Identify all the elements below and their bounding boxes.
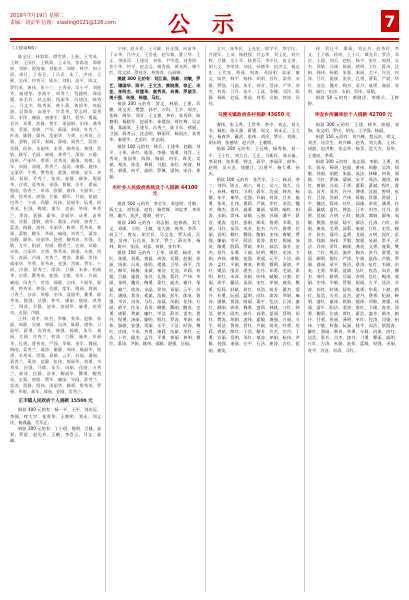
donation-tier-300: 捐款 300 元的有：刘江南、钱新、刘敏，罗艺、谭国华、陈平、王文杰、黄晓燕、徐正、宋佳、张明杰、何建华、高秀英、吴海、罗淑芬、周小强、朱丽、杨建、马红。 (109, 76, 201, 100)
column-3 (205, 46, 300, 592)
donation-tier-300: 捐款 300 元的有：王建、林冬、陈超、刘海、张文明、罗庆、胡光、王学强、杨丽。 (307, 122, 399, 134)
donation-tier-200: 捐款 200 元的有：王远林、杨秀春、刘一平、王小红、刘大兵、王正、马新民、邹永福、李双林、张传勇、钟文、蒋学、李丽萍、胡华、赵明、吴天龙、钱德江、冯建平、杨大勇、孙庆。 (208, 146, 300, 176)
donor-list: 伟、贺仕平、廖燕、刘正杰、赵秀玲、李文、王子敏、孙明、王小兵、谭光兵、罗洁、邓庆、王超、刘兵、赵松、杨平、张红、周海、吴杰、郑敏、冯刚、陈丽、褚明、卫红、蒋涛、沈娟、韩伟、杨敏、朱强、秦丽、尤平、许洁、何涛、吕红、施刚、张英、孔勇、曹莉、严斌、华红、金浩、魏芳、陶杰、姜丹、戚勇、谢丽、邹明、喻红、柏涛、水娟、窦伟、章敏。 (307, 46, 399, 94)
section-heading: 正丰镇人民政府个人捐款 15500 元 (18, 399, 93, 405)
donor-list: 王林、刘芳、陈杰、李娜、张伟、赵敏、孙磊、周静、吴刚、郑丽、冯涛、陈静、褚伟、卫丽华、蒋勇、沈秀英、韩强、杨敏、朱军、秦丽、尤刚、许秀兰、何涛、吕静、施伟、张丽华、孔勇、曹秀英、严强、华敏、金军、魏丽、陶刚、姜秀兰、戚涛、谢静、邹伟、喻丽华、柏勇、水秀英、窦强、章敏、云军、苏丽、潘刚、葛秀兰、奚涛、范静、彭伟、郎丽华、鲁勇、韦秀英、昌强、马敏、苗军、凤丽、花刚、方秀兰、俞涛、任静、袁伟、柳丽华、酆勇、鲍秀英、史强、唐敏、费军、廉丽、岑刚、薛秀兰、雷涛、贺静、倪伟、汤丽华、滕勇、殷秀英、罗强、毕敏、郝军、邬丽、安刚、常秀兰。 (10, 316, 102, 395)
section-heading: 华安乡所属单位个人捐款 42700 元 (314, 112, 393, 118)
header-rule-thick (10, 38, 399, 40)
donation-tier-150: 捐款 150 元的有：刘兴峰、程远东、胡文、刘杰、冯宗生、何兴峰、赵秀、刘大海、王冰、胡波、赵洪彬、张志华、杨青、沈大为、邓华、王建成、李勇。 (307, 134, 399, 158)
donation-tier-200: 捐款 200 元的有：丁小琪、黎明、吕健、高景、罗思、赵光芳、王鹤、李青云、马文、高峰。 (10, 425, 102, 443)
columns-container (10, 46, 399, 592)
donation-tier-100: 捐款 100 元的有：林兵、王建华、赵顺、刘平、王伟、孙红、陈涛、李静、钱勇、刘洋、王秀英、张国华、陈海、杨丽、何军、周美、吴斌、郑洁、孙浩、黄莉、马超、朱红、胡波、林芳、郭强、何平、高明、罗琳、梁伟、宋丹、郑磊。 (109, 143, 201, 179)
donation-tier-200: 捐款 200 元的有：贺文、林菊、王建、武鹏、孙文芳、樊慧、孙宇、万科、王学、周杰、张辉、周华、刘芳、王文强、李芳、张秀珍、陈德明、杨晓军、赵丽华、孙建国、周红梅、吴志强、郑淑英、王建军、冯秀兰、陈卫东、褚丽、卫强、蒋秀云、沈志明、韩丽萍、杨国庆、朱秀华、秦建平、尤美玲、许志刚。 (109, 100, 201, 143)
section-heading: 马渡关镇政府各村捐款 43650 元 (217, 112, 291, 118)
continued-notice: （上接第6版） (10, 46, 40, 51)
donation-tier-100: 捐款 100 元的有：张志强、李娟、王勇、刘军、陈芳、杨明、赵丽、黄伟、周静、吴涛、徐敏、孙强、胡艳、朱磊、高洁、林峰、何英、郭斌、马红、罗刚、梁丽、宋平、郑洁、谢涛、韩红、唐刚、冯英、于勇、董莉、萧斌、程红、曹浩、袁芳、邓杰、许丹、傅勇、沈丽、曾明、彭红、吕涛、苏娟、卢伟、蒋敏、蔡强、贾丽、丁平、魏洁、薛涛、叶红、阎刚、余英、潘勇、杜莉、戴斌、夏红、钟浩、汪芳、田杰、任丹、姜勇、范丽、方明、石红、姚涛、谭娟、廖伟、邹敏、熊强、金丽、陆平、郝洁、孔涛、白红、崔刚、康英、毛勇、邱莉、秦斌、江红、史浩、顾芳、侯杰、邵丹、孟勇、龙丽、万明、段红、雷涛、钱娟、汤伟、尹敏、黎强、易丽、常平、武洁、乔涛、贺红、赖刚、龚英、文勇、庞莉、樊斌、兰红、殷浩、施芳、陶杰、洪丹、翟勇、安丽、颜明、倪红、严涛、牛娟、温伟、芦敏、季强、俞丽、章平、鲁洁、葛涛、伍红、韦刚、申英、尤勇、毕莉、聂斌、丛红、焦浩、向芳、柳杰、邢丹、路勇、岳丽、齐明、沿红、梅涛、莫娟、庄伟、辛敏、管强、祝丽、左平、涂洁、谷涛、祁红、时刚、舒英、耿勇、牟莉、卜斌、路红、詹浩、关芳、苗杰、凌丹、费勇、纪丽、靳明、盛红、童涛、欧娟、甄伟、项敏、曲强、成丽、游平、阳洁、裴涛、席红、卫刚、查英、屈勇、鲍莉、位斌、覃红、霍浩、翁芳、隋杰、植丹、甘勇、景丽、薄明、单红、包涛、司娟、柏伟、宁敏、柯强、阮丽、桂平、闵洁、欧阳涛、解红、强刚、柴英、华勇、车莉、冉斌、房红、边浩、辜芳、吉杰、饶丹、刁勇、瞿丽、戚明、丘红、古涛、米娟、池伟、蓝敏、权强、巫丽、麦平、冷洁、卓涛、习红。 (307, 158, 399, 353)
donor-list: 谭伟、张玉秀、王世华、李中、刘志、刘大书、杨松、陈天强、蒋建、周文、刘永正、王大军、杨春华、戴武、张伟、刘庆、罗应、刘海、胡永明、张德华、赵兴洪、王朝明。 (208, 122, 300, 146)
donation-tier-200: 捐款 200 元的有：刘志刚、赵春燕、刘大文、邓敏、王明、王敏、张大波、周秀、李萍、何玉兰、曾友、胡学民、马文龙、罗天成、汪艳、吴伟、石长英、张学、罗兰、蒋光华、杨林、陈中、张国、刘蓉、何秋、张有华。 (109, 219, 201, 249)
editor-line: 责编：刘安华 信箱：xiaoling0121@126.com (10, 20, 116, 26)
donation-tier-50: 捐款 50 元的有：黄晓洋、李维兵、王婷婷。 (307, 94, 399, 106)
section-heading: 木叶乡人民政府系统及个人捐款 44100 元 (112, 186, 198, 198)
donation-tier-500: 捐款 500 元的有：李全军、张思明、甘敏、蒋大文、刘有丽、赵有、杨世辉、刘忠孝、李凤明、戴月、张洪、曹晓、何宁。 (109, 201, 201, 219)
page-number-badge: 7 (381, 10, 399, 32)
column-1 (10, 46, 101, 592)
masthead-title: 公示 (168, 12, 257, 38)
page-header (10, 6, 399, 38)
header-rule-thin (10, 41, 399, 42)
donor-list: 宁伟、赵开祥、王可耀、杜光强、向苗华、于永华、吕中文、王雪曼、赵军雄、曹立华、王正、李丽萍。王建设、刘伟、尹雪莲、刘秀琼、张小华、何平、赵志远、杨秀丽、黄光辉、谢小红、郑文斌、罗桂芝、林海涛、冯丽娜。 (109, 46, 201, 76)
donation-tier-400: 捐款 400 元的有：杨一平、王平、刘庆远、李强、徐大学、张贵华、王艳明、刘永、刘义庆、杨燕鑫、代军正。 (10, 407, 102, 425)
column-2 (105, 46, 200, 592)
issue-date: 2016年7月19日 星期二 (10, 13, 64, 19)
donation-tier-100: 捐款 100 元的有：王华、陈勇、杨洋、李红、张敏、刘燕、黄磊、周涛、吴静、赵刚、孙丽、钱伟、冯英、陈明、褚建、卫华、蒋平、沈红、韩军、杨梅、朱斌、秦洁、尤浩、许莉、何超、吕娟、施波、张芳、孔强、曹玲、严伟、华丽、金明、魏芳、陶勇、姜红、戚杰、谢丹、邹磊、喻兰、柏涛、水晶、窦伟、章丽、云平、苏红、潘刚、葛洁、奚斌、范敏、彭军、郎英、鲁强、韦芳、昌涛、马红、苗磊、凤娟、花伟、方丽、俞平、任洁、袁涛、柳敏、酆刚、鲍英、史勇、唐莉、费斌、廉红、岑浩、薛芳、雷杰、贺丹、倪勇、汤丽、滕明、殷红、罗涛、毕娟、郝伟、邬敏、安强、常丽、乐平、于洁、时涛、傅红、皮刚、卞英、齐勇、康莉、伍斌、余红、元浩、卜芳、顾杰、孟丹、平勇、黄丽、和明、穆红、萧涛、尹娟、姚伟、邵敏、湛强、汪丽。 (109, 250, 201, 347)
donation-tier-100: 捐款 100 元的有：张代军、王二、杨双、李三、刘四、陈五、胡六、周七、吴八、郑九、冯十、孙林、褚红、卫明、蒋军、沈丽、韩杰、杨敏、朱平、秦华、尤强、许娟、何涛、吕芳、施勇、张英、孔伟、曹莉、严斌、华红、金浩、魏芳、陶杰、姜丹、戚勇、谢丽、邹明、喻红、柏涛、水娟、窦伟、章敏、云强、苏丽、潘平、葛洁、奚涛、范红、彭刚、郎英、鲁勇、韦莉、昌斌、马红、苗浩、凤芳、花杰、方丹、俞勇、任丽、袁明、柳红、酆涛、鲍娟、史伟、唐敏、费强、廉丽、岑平、薛洁、雷涛、贺红、倪刚、汤英、滕勇、殷莉、罗斌、毕红、郝浩、邬芳、安杰、常丹、乐勇、于丽、时明、傅红、皮涛、卞娟、齐伟、康敏、伍强、余丽、元平、卜洁、顾涛、孟红、平刚、黄英、和勇、穆莉、萧斌、尹红、姚浩、邵芳、湛杰、汪丹、祁勇、毛丽、禹明、狄红、米涛、贝娟、明伟、臧敏、计强、伏丽、成平、戴洁、谈涛、宋红、茅刚、庞英、熊勇、纪莉、舒斌、屈红、项浩、祝芳、董杰、梁丹、杜勇、阮丽、蓝明、闵红、席涛、季娟、麻伟、强敏、贾强、路丽、娄平、危洁、江涛、童红、颜刚、郭英、梅勇、盛莉、林斌、刁红、钟浩、徐芳、邱杰、骆丹、高勇、夏丽、蔡明、田红、樊涛、胡娟、凌伟、霍敏、虞强、万丽、支平、柯洁、昝涛、管红、卢刚、莫英、经勇、房莉、裘斌、缪红、干浩、解芳、应杰、宗丹、丁勇、宣丽、贲明、邓红、郁涛、单娟、杭伟、洪敏、包强、诸丽、左平、石洁、崔涛、吉红、钮刚、龚英。 (208, 176, 300, 353)
donor-list: 陈宝仕、林彩婷、谭雪娇、王振、王雪英、王婷、王国民、王秋菊、王永亮、张霜星、郑婷婷、刘婷、倪海瑞、刘振芳、刘婷、林宇、何小清、周仕。丁贵芬、丁乐武、朱丁、洪涛、王静、吴伟、何秀芬、陈庆、刘阳、高平、陈文、罗红英、黄伟、张小三、王秀英。吴小平、刘桂芳、杨建华、李海平、周秀兰、蔡晓明、郑国强、孙美玲、赵志刚、钱丽华、冯建国、韩秀云、马文杰、陈秀英、林小燕、黄国华、何丽娟、吴海涛、高建平、许美华、罗志明、梁秀珍、宋伟、谢丽、唐建军、董红、程华、曹磊、袁芳、邓勇、彭静、曾军、萧丽娟、田伟、潘秀英、蔡强、苏敏、卢军、蒋丽、余刚、杜秀兰、叶涛、姚静、廖伟、范丽华、方勇、石秀英、汪强、金敏、邱军、秦丽、薛刚、阎秀兰、段涛、雷静、侯伟、龙丽华、史勇、陶秀英、黎强、贺敏、顾军、毛丽、郝刚、龚秀兰、邵涛、万静、钱伟、严丽华、覃勇、武秀英、戴强、莫敏、孔军、向丽、汤刚、常秀兰、温涛、康静、施伟、文丽华、牛勇、樊秀英、葛强、邢敏、安军、齐丽、易刚、乔秀兰、伍涛、庞静、颜伟、倪丽华、庄勇、聂秀英、章强、鲁敏、岳军、翟丽、殷刚、詹秀兰、申涛、欧静、耿伟、关丽华、兰勇、焦秀英、俞强、左敏、柳军、甘丽、祝刚、包秀兰、宁涛、尚静、符伟、舒丽华、阮勇、柯秀英、纪强、梅敏、童军、凌丽、毕刚、单秀兰、季涛、裴静、霍伟、涂丽华、成勇、苗秀英、谷强、盛敏、曲军、翁丽、冉刚、骆秀兰、蓝涛、路静、游伟、辛丽华、靳勇、管秀英、柴强、蒙敏、鲍军、华丽、喻刚、祁秀兰、蒲涛、房静、滕伟、屈丽华、饶勇、解秀英、牟强、艾敏、尤军、阳丽、时刚、穆秀兰、农涛、司静、卓伟、古丽华、吉勇、缪秀英、简强、车敏、项军、连丽、芦刚、麦秀兰、褚涛、娄静、窦伟、戚丽华、岑勇、景秀英、党强、宫敏、费军、卜丽、冷刚、晏秀兰、席涛、卫静、米伟、柏丽华、宗勇、瞿秀英、桂强、全敏、佟军、应丽、臧刚、闵秀兰、苟涛、邬静、边伟、卞丽华、姬勇、师秀英、和强、仇敏、栾军、隋丽、商刚、刁秀兰、沙涛、荣静、巫伟、寇丽华、桑勇、郎秀英、甄强、丛敏、仲军、虞丽、敖刚、巩秀兰、明涛、佘静、池伟、查丽华、麻勇、苑秀英、迟强、邝敏。 (10, 54, 102, 316)
donor-list: 义兴、汤华民、王光宏、徐学平、李学民、卢建军、王承、杨胜强、付志华、刘玉花、何兴辉、吕健、龙小军、陆秀芬、李平民、冉文琼、胡大义、李荣坤、刘佳、孙德华、赵洪文、杨志宏、王代亮、黄燕、周海、邓国明、高丽、谢文、陈洪、韩平、杨林、胡明、苏红、梁勇、宋敏、罗强、马丽、朱军、郭芳、蔡伟、严华、余杰、何涛、吕丹、张平、王磊、李娜、刘洋、陈静、杨帆、赵磊、黄丽、周勇、吴敏、徐涛、孙伟。 (208, 46, 300, 106)
column-4 (304, 46, 399, 592)
